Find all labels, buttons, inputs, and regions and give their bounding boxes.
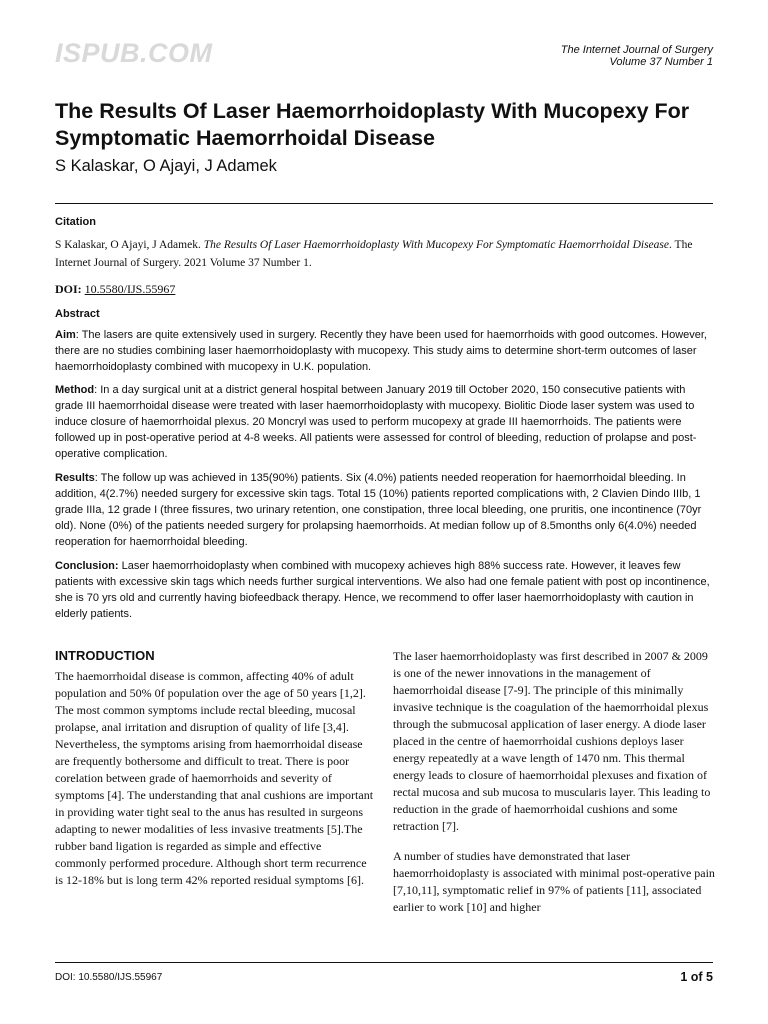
article-authors: S Kalaskar, O Ajayi, J Adamek	[55, 157, 277, 175]
method-label: Method	[55, 384, 95, 396]
aim-label: Aim	[55, 329, 76, 341]
citation-suffix: . The Internet Journal of Surgery. 2021 Volume 37 Number 1.	[55, 239, 693, 269]
doi-label: DOI:	[55, 282, 82, 296]
introduction-heading: INTRODUCTION	[55, 648, 155, 663]
aim-text: : The lasers are quite extensively used in surgery. Recently they have been used for haemorrhoids with good outcomes. However, there are no studies combining laser haemorrhoidoplasty with mucopexy. This study aims to determine short-term outcomes of laser haemorrhoidoplasty combined with mucopexy in U.K. population.	[55, 329, 707, 373]
journal-info	[561, 44, 713, 68]
site-logo: ISPUB.COM	[55, 38, 213, 68]
results-text: : The follow up was achieved in 135(90%) patients. Six (4.0%) patients needed reoperation for haemorrhoidal bleeding. In addition, 4(2.7%) needed surgery for excessive skin tags. Total 15 (10%) patients reported complications with, 2 Clavien Dindo IIIb, 1 grade IIIa, 12 grade I (three fissures, two urinary retention, one constipation, three local bleeding, one pruritis, one incontinence (70yr old). None (0%) of the patients needed surgery for prolapsing haemorrhoids. At median follow up of 8.5months only 6(4.0%) needed reoperation for haemorrhoidal bleeding.	[55, 472, 702, 548]
footer-doi: DOI: 10.5580/IJS.55967	[55, 972, 163, 983]
header-divider	[55, 203, 713, 204]
introduction-right-paragraph-1: The laser haemorrhoidoplasty was first described in 2007 & 2009 is one of the newer innovations in the management of haemorrhoidal disease [7-9]. The principle of this minimally invasive technique is the coagulation of the haemorrhoidal plexus through the submucosal application of laser energy. A diode laser placed in the centre of haemorrhoidal cushions deploys laser energy repeatedly at a wave length of 1470 nm. This thermal energy leads to closure of haemorrhoidal plexuses and fixation of rectal mucosa and sub mucosa to muscularis layer. This leading to reduction in the grade of haemorrhoidal cushions and some retraction [7].	[393, 649, 711, 833]
method-text: : In a day surgical unit at a district general hospital between January 2019 till October 2020, 150 consecutive patients with grade III haemorrhoidal disease were treated with laser haemorrhoidoplasty with mucopexy. Biolitic Diode laser system was used to induce closure of haemorrhoidal plexus. 20 Moncryl was used to perform mucopexy at grade III haemorrhoids. The patients were followed up in post-operative period at 4-8 weeks. All patients were assessed for control of bleeding, reduction of prolapse and post-operative complication.	[55, 384, 697, 460]
results-label: Results	[55, 472, 95, 484]
introduction-right-paragraph-2: A number of studies have demonstrated that laser haemorrhoidoplasty is associated with minimal post-operative pain [7,10,11], symptomatic relief in 97% of patients [11], associated earlier to work [10] and higher	[393, 849, 715, 914]
citation-prefix: S Kalaskar, O Ajayi, J Adamek.	[55, 239, 204, 251]
abstract-label: Abstract	[55, 308, 100, 320]
abstract-method	[55, 382, 715, 462]
introduction-left-paragraph: The haemorrhoidal disease is common, affecting 40% of adult population and 50% 0f population over the age of 50 years [1,2]. The most common symptoms include rectal bleeding, mucosal prolapse, anal irritation and disruption of quality of life [3,4]. Nevertheless, the symptoms arising from haemorrhoidal disease are frequently bothersome and difficult to treat. There is poor corelation between grade of haemorrhoids and severity of symptoms [4]. The understanding that anal cushions are important in providing water tight seal to the anus has resulted in surgeons adapting to newer modalities of less invasive treatments [5].The rubber band ligation is regarded as simple and effective commonly performed procedure. Although short term recurrence is 12-18% but is long term 42% reported residual symptoms [6].	[55, 669, 374, 887]
conclusion-text: Laser haemorrhoidoplasty when combined with mucopexy achieves high 88% success rate. However, it leaves few patients with excessive skin tags which needs further surgical interventions. We also had one female patient with post op incontinence, she is 70 yrs old and currently having biofeedback therapy. Hence, we recommend to offer laser haemorrhoidoplasty with caution in elderly patients.	[55, 560, 710, 620]
citation-text	[55, 236, 715, 272]
citation-label: Citation	[55, 216, 96, 228]
abstract-aim	[55, 327, 715, 375]
article-title: The Results Of Laser Haemorrhoidoplasty With Mucopexy For Symptomatic Haemorrhoidal Disease	[55, 99, 690, 150]
doi-line	[55, 282, 175, 297]
abstract-results	[55, 470, 715, 550]
footer-divider	[55, 962, 713, 963]
journal-name: The Internet Journal of Surgery	[560, 44, 713, 56]
abstract-conclusion	[55, 558, 715, 622]
page-number: 1 of 5	[680, 970, 713, 984]
journal-volume: Volume 37 Number 1	[609, 56, 713, 68]
doi-link[interactable]: 10.5580/IJS.55967	[84, 282, 176, 296]
citation-title: The Results Of Laser Haemorrhoidoplasty With Mucopexy For Symptomatic Haemorrhoidal Disease	[203, 239, 669, 251]
conclusion-label: Conclusion:	[55, 560, 119, 572]
